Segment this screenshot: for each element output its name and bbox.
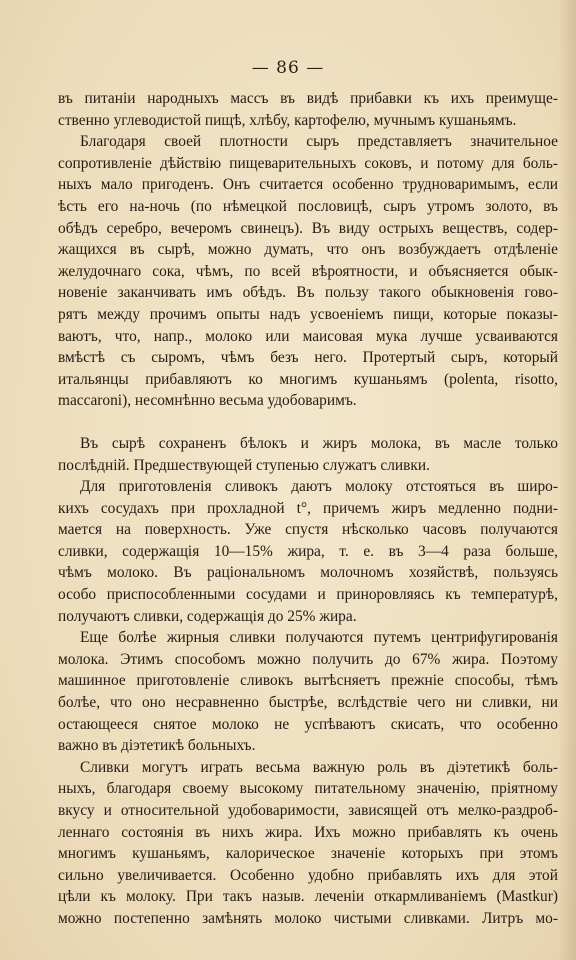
text-line: итальянцы прибавляютъ ко многимъ кушаньямъ (polenta, risotto, bbox=[58, 370, 558, 388]
text-line: послѣдній. Предшествующей ступенью служатъ сливки. bbox=[58, 456, 430, 474]
text-line: новеніе заканчивать имъ обѣдъ. Въ пользу такого обыкновенія гово- bbox=[58, 284, 558, 302]
page-number: — 86 — bbox=[251, 58, 325, 78]
text-line: maccaroni), несомнѣнно весьма удобоваримъ. bbox=[58, 392, 357, 410]
text-line: получаютъ сливки, содержащія до 25% жира. bbox=[58, 607, 357, 625]
text-line: остающееся снятое молоко не успѣваютъ скисать, что особенно bbox=[58, 715, 558, 733]
text-line: ваютъ, что, напр., молоко или маисовая мука лучше усваиваются bbox=[58, 327, 558, 345]
text-line: Въ сырѣ сохраненъ бѣлокъ и жиръ молока, въ масле только bbox=[80, 434, 558, 452]
text-line: Для приготовленія сливокъ даютъ молоку отстояться въ широ- bbox=[80, 478, 558, 496]
text-line: рятъ между прочимъ опыты надъ усвоеніемъ пищи, которые показы- bbox=[58, 305, 558, 323]
text-line: ныхъ мало пригоденъ. Онъ считается особенно трудноваримымъ, если bbox=[58, 176, 558, 194]
paragraph-3 bbox=[58, 433, 558, 476]
text-line: Благодаря своей плотности сыръ представляетъ значительное bbox=[80, 133, 558, 151]
text-line: сильно увеличивается. Особенно удобно прибавлять ихъ для этой bbox=[58, 866, 558, 884]
text-line: многимъ кушаньямъ, калорическое значеніе которыхъ при этомъ bbox=[58, 845, 558, 863]
paragraph-1 bbox=[58, 88, 558, 131]
text-line: Сливки могутъ играть весьма важную роль въ діэтетикѣ боль- bbox=[80, 758, 558, 776]
paragraph-2 bbox=[58, 131, 558, 412]
text-line: кихъ сосудахъ при прохладной t°, причемъ жиръ медленно подни- bbox=[58, 499, 558, 517]
text-line: сливки, содержащія 10—15% жира, т. е. въ 3—4 раза больше, bbox=[58, 542, 558, 560]
paragraph-6 bbox=[58, 757, 558, 930]
paragraph-gap bbox=[58, 412, 558, 433]
text-line: жащихся въ сырѣ, можно думать, что онъ возбуждаетъ отдѣленіе bbox=[58, 241, 558, 259]
paragraph-4 bbox=[58, 476, 558, 627]
text-line: молока. Этимъ способомъ можно получить до 67% жира. Поэтому bbox=[58, 650, 558, 668]
text-line: мается на поверхность. Уже спустя нѣсколько часовъ получаются bbox=[58, 521, 558, 539]
text-line: болѣе, что оно несравненно быстрѣе, вслѣдствіе чего ни сливки, ни bbox=[58, 694, 558, 712]
text-line: ныхъ, благодаря своему высокому питательному значенію, пріятному bbox=[58, 780, 558, 798]
text-line: чѣмъ молоко. Въ раціональномъ молочномъ хозяйствѣ, пользуясь bbox=[58, 564, 558, 582]
text-line: ѣсть его на-ночь (по нѣмецкой пословицѣ, сыръ утромъ золото, въ bbox=[58, 197, 558, 215]
text-line: ственно углеводистой пищѣ, хлѣбу, картофелю, мучнымъ кушаньямъ. bbox=[58, 111, 517, 129]
text-line: въ питаніи народныхъ массъ въ видѣ прибавки къ ихъ преимуще- bbox=[58, 90, 558, 107]
paragraph-5 bbox=[58, 627, 558, 757]
body-text bbox=[58, 88, 558, 930]
text-line: сопротивленіе дѣйствію пищеварительныхъ соковъ, и потому для боль- bbox=[58, 154, 558, 172]
text-line: можно постепенно замѣнять молоко чистыми сливками. Литръ мо- bbox=[58, 909, 558, 927]
text-line: цѣли къ молоку. При такъ назыв. леченіи откармливаніемъ (Mastkur) bbox=[58, 888, 558, 906]
text-line: особо приспособленными сосудами и приноровляясь къ температурѣ, bbox=[58, 586, 558, 604]
text-line: вмѣстѣ съ сыромъ, чѣмъ безъ него. Протертый сыръ, который bbox=[58, 349, 558, 367]
text-line: желудочнаго сока, чѣмъ, по всей вѣроятности, и объясняется обык- bbox=[58, 262, 558, 280]
text-line: леннаго состоянія въ нихъ жира. Ихъ можно прибавлять къ очень bbox=[58, 823, 558, 841]
text-line: обѣдъ серебро, вечеромъ свинецъ). Въ виду острыхъ веществъ, содер- bbox=[58, 219, 558, 237]
text-line: Еще болѣе жирныя сливки получаются путемъ центрифугированія bbox=[80, 629, 558, 647]
text-line: машинное приготовленіе сливокъ вытѣсняетъ прежніе способы, тѣмъ bbox=[58, 672, 558, 690]
text-line: вкусу и относительной удобоваримости, зависящей отъ мелко-раздроб- bbox=[58, 802, 558, 819]
text-line: важно въ діэтетикѣ больныхъ. bbox=[58, 737, 256, 755]
